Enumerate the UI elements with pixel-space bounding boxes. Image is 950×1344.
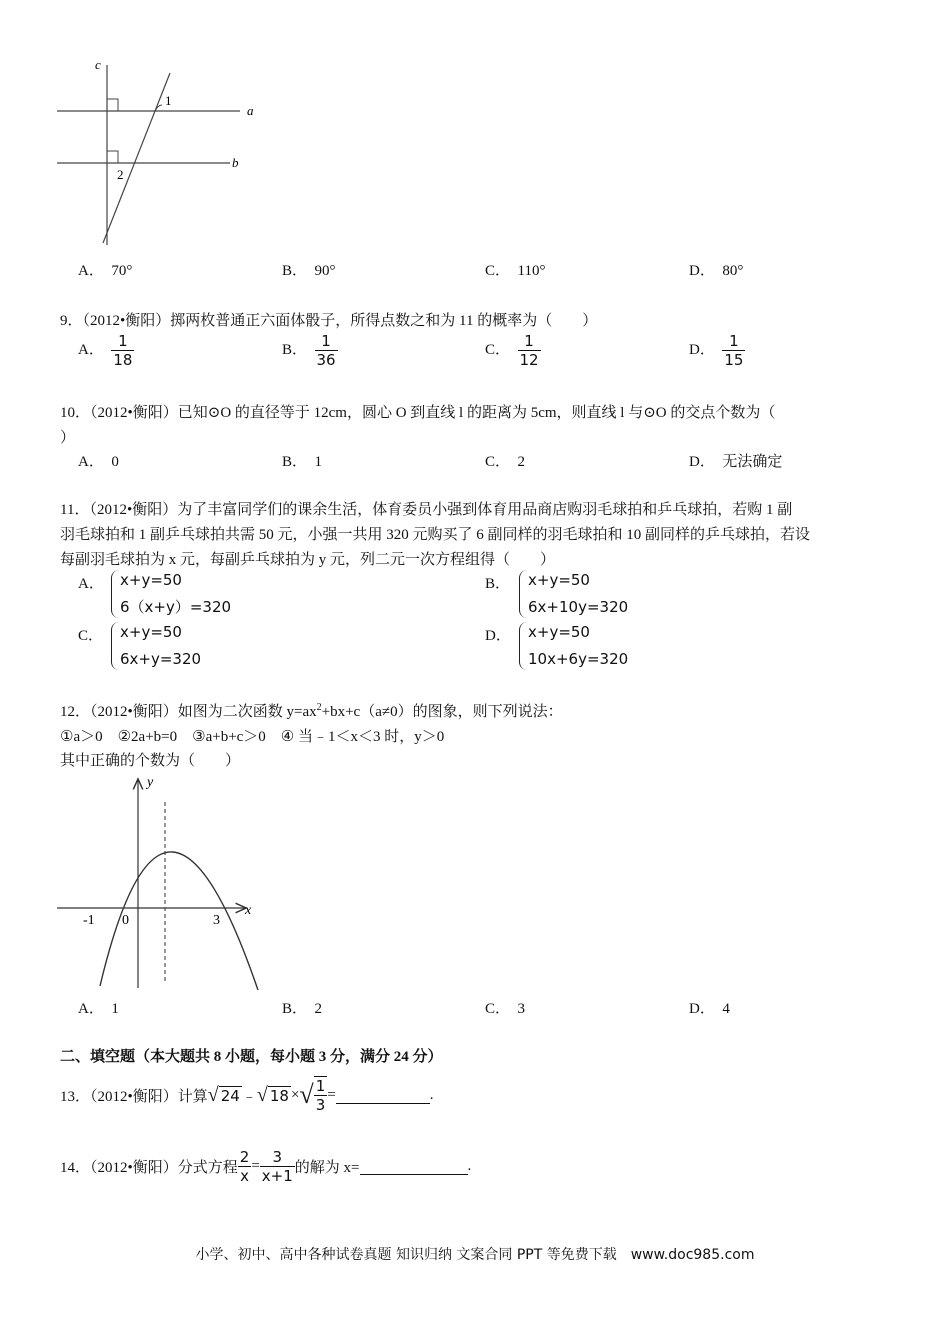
- q12-parabola-figure: [55, 772, 265, 990]
- q12-option-b: B． 2: [282, 1001, 323, 1017]
- q11-option-a-brace: [111, 570, 120, 618]
- q11-option-a-system: x+y=50 6（x+y）=320: [120, 571, 232, 616]
- q11-option-b-letter: B．: [485, 576, 511, 592]
- sqrt-18: √ 18: [256, 1083, 289, 1106]
- q11-stem-line2: 羽毛球拍和 1 副乒乓球拍共需 50 元，小强一共用 320 元购买了 6 副同样的羽毛球拍和 10 副同样的乒乓球拍，若设: [60, 527, 811, 543]
- q9-option-d: D． $\frac{1}{15}$: [689, 332, 744, 369]
- angle-1-label: 1: [165, 93, 172, 108]
- q11-option-d-brace: [519, 622, 528, 670]
- q8-figure: [55, 55, 265, 250]
- q8-option-a: A． 70°: [78, 263, 133, 279]
- q13-stem: 13．（2012•衡阳）计算 √ 24 ﹣ √ 18 × √ $\frac{1}{3}$ = .: [60, 1077, 434, 1114]
- q10-option-d: D． 无法确定: [689, 454, 783, 470]
- q10-option-b: B． 1: [282, 454, 323, 470]
- q11-option-a-letter: A．: [78, 576, 104, 592]
- tick-label-0: 0: [122, 913, 129, 928]
- q11-option-c-system: x+y=50 6x+y=320: [120, 623, 202, 668]
- angle-2-label: 2: [117, 167, 124, 182]
- x-axis-label: x: [245, 903, 252, 918]
- line-a-label: a: [247, 103, 254, 118]
- q12-stem-line3: 其中正确的个数为（ ）: [60, 753, 241, 769]
- q9-option-a: A． $\frac{1}{18}$: [78, 332, 133, 369]
- q11-option-b-system: x+y=50 6x+10y=320: [528, 571, 629, 616]
- section-2-title: 二、填空题（本大题共 8 小题，每小题 3 分，满分 24 分）: [60, 1049, 443, 1065]
- q9-stem: 9．（2012•衡阳）掷两枚普通正六面体骰子，所得点数之和为 11 的概率为（ ）: [60, 313, 598, 329]
- q13-answer-blank[interactable]: [336, 1087, 430, 1104]
- line-c-label: c: [95, 57, 101, 72]
- sqrt-24: √ 24: [207, 1083, 240, 1106]
- q10-option-a: A． 0: [78, 454, 119, 470]
- q8-option-b: B． 90°: [282, 263, 336, 279]
- q12-stem-line2: ①a＞0 ②2a+b=0 ③a+b+c＞0 ④ 当﹣1＜x＜3 时，y＞0: [60, 729, 445, 745]
- tick-label-3: 3: [213, 913, 220, 928]
- q11-stem-line1: 11．（2012•衡阳）为了丰富同学们的课余生活，体育委员小强到体育用品商店购羽毛球拍和乒乓球拍，若购 1 副: [60, 502, 793, 518]
- line-b-label: b: [232, 155, 239, 170]
- page-footer: 小学、初中、高中各种试卷真题 知识归纳 文案合同 PPT 等免费下载 www.doc985.com: [195, 1247, 755, 1263]
- q11-stem-line3: 每副羽毛球拍为 x 元，每副乒乓球拍为 y 元，列二元一次方程组得（ ）: [60, 552, 556, 568]
- q9-option-b: B． $\frac{1}{36}$: [282, 332, 336, 369]
- q10-stem-line2: ）: [60, 430, 76, 446]
- q11-option-c-letter: C．: [78, 628, 104, 644]
- q11-option-d-letter: D．: [485, 628, 511, 644]
- q8-option-c: C． 110°: [485, 263, 546, 279]
- q11-option-b-brace: [519, 570, 528, 618]
- q14-answer-blank[interactable]: [360, 1158, 468, 1175]
- q11-option-c-brace: [111, 622, 120, 670]
- q12-option-d: D． 4: [689, 1001, 730, 1017]
- q12-option-a: A． 1: [78, 1001, 119, 1017]
- q10-option-c: C． 2: [485, 454, 526, 470]
- q14-stem: 14．（2012•衡阳）分式方程 $\frac{2}{x}$ = $\frac{3}{x+1}$ 的解为 x= .: [60, 1147, 472, 1185]
- q9-option-c: C． $\frac{1}{12}$: [485, 332, 539, 369]
- q12-option-c: C． 3: [485, 1001, 526, 1017]
- sqrt-one-third: √ $\frac{1}{3}$: [299, 1077, 326, 1114]
- q11-option-d-system: x+y=50 10x+6y=320: [528, 623, 629, 668]
- q12-stem-line1: 12．（2012•衡阳）如图为二次函数 $y=ax^2+bx+c(a\ne 0)$的图象，则下列说法：: [60, 702, 563, 720]
- q10-stem-line1: 10．（2012•衡阳）已知⊙O 的直径等于 12cm，圆心 O 到直线 l 的距离为 5cm，则直线 l 与⊙O 的交点个数为（: [60, 405, 776, 421]
- y-axis-label: y: [147, 775, 154, 790]
- q8-option-d: D． 80°: [689, 263, 744, 279]
- tick-label-neg1: -1: [83, 913, 95, 928]
